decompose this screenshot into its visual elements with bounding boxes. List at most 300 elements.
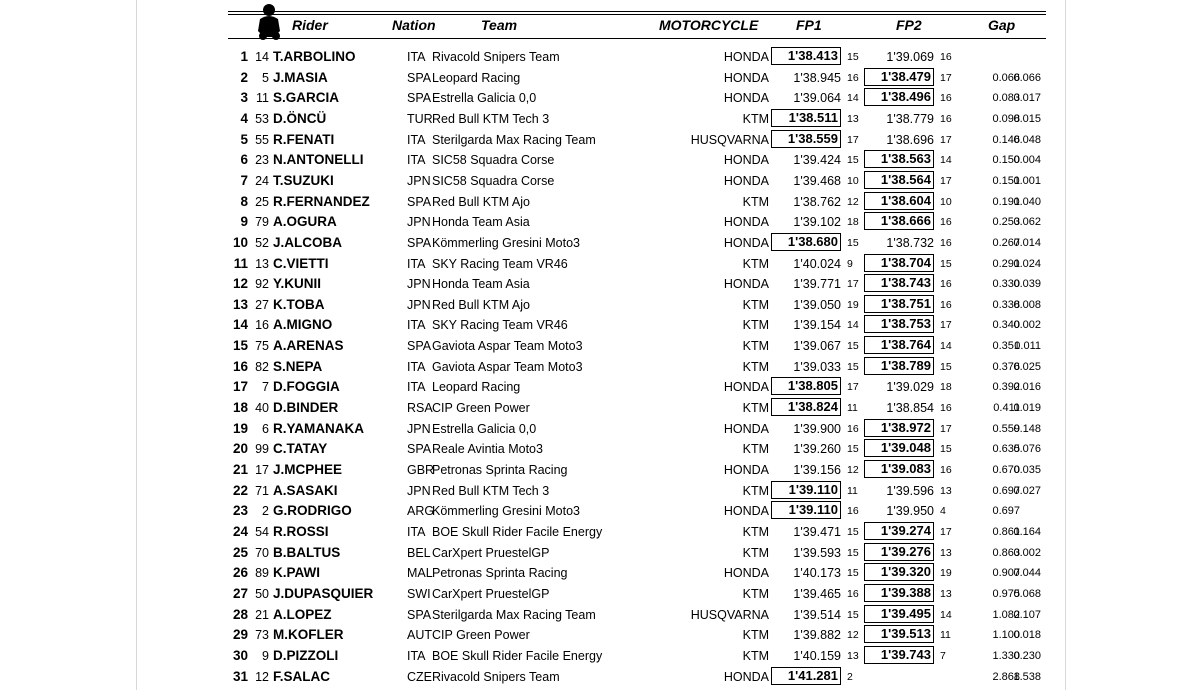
header-rule-bottom — [228, 38, 1046, 39]
fp1-lap: 2 — [847, 670, 853, 683]
rider-number: 11 — [256, 91, 269, 106]
fp1-time: 1'38.511 — [771, 109, 841, 127]
gap-first: 0.392 — [992, 381, 1020, 394]
motorcycle: HONDA — [723, 463, 769, 477]
fp1-lap: 15 — [847, 340, 859, 353]
team-name: Red Bull KTM Ajo — [432, 297, 530, 312]
fp2-lap: 16 — [940, 51, 952, 63]
gap-previous: 0.107 — [1013, 608, 1041, 621]
table-row — [0, 542, 1200, 562]
rider-name: A.MIGNO — [273, 317, 333, 333]
gap-first: 0.635 — [992, 443, 1020, 456]
fp2-time: 1'39.029 — [886, 380, 934, 395]
gap-first: 0.975 — [992, 587, 1020, 600]
fp2-lap: 16 — [940, 112, 952, 125]
rider-number: 82 — [255, 359, 269, 374]
table-row — [0, 46, 1200, 66]
position: 12 — [232, 276, 248, 292]
motorcycle: HUSQVARNA — [690, 607, 769, 622]
rider-number: 24 — [255, 173, 269, 188]
nation: JPN — [407, 483, 431, 498]
table-row — [0, 335, 1200, 355]
position: 10 — [232, 234, 248, 250]
gap-previous: 0.004 — [1013, 154, 1041, 167]
gap-first: 0.376 — [992, 360, 1020, 373]
nation: JPN — [407, 277, 431, 292]
rider-number: 55 — [255, 132, 269, 147]
position: 7 — [240, 172, 248, 188]
rider-name: J.DUPASQUIER — [273, 585, 374, 601]
gap-previous: 0.008 — [1013, 298, 1041, 311]
rider-name: D.PIZZOLI — [273, 647, 339, 663]
fp2-lap: 16 — [940, 278, 952, 291]
fp1-time: 1'40.159 — [793, 648, 841, 663]
gap-previous: 0.018 — [1013, 629, 1041, 642]
rider-number: 50 — [255, 586, 269, 601]
position: 24 — [232, 523, 248, 539]
rider-number: 75 — [255, 339, 269, 354]
fp1-lap: 19 — [847, 298, 859, 311]
fp2-lap: 14 — [940, 340, 952, 353]
fp1-lap: 17 — [847, 381, 859, 394]
header-rule-top — [228, 11, 1046, 12]
motorcycle: KTM — [742, 297, 769, 312]
nation: ITA — [407, 153, 426, 168]
header-team: Team — [481, 17, 518, 33]
fp2-time: 1'38.696 — [886, 132, 934, 147]
rider-name: S.NEPA — [273, 358, 323, 374]
fp1-lap: 15 — [847, 608, 859, 621]
motorcycle: HONDA — [723, 277, 769, 292]
rider-number: 52 — [255, 235, 269, 250]
position: 4 — [240, 110, 248, 126]
fp1-time: 1'38.559 — [771, 130, 841, 148]
fp2-time: 1'38.854 — [886, 401, 934, 416]
team-name: Rivacold Snipers Team — [432, 669, 560, 684]
fp2-time: 1'38.743 — [864, 274, 934, 292]
table-row — [0, 211, 1200, 231]
fp1-lap: 18 — [847, 216, 859, 229]
team-name: Red Bull KTM Tech 3 — [432, 111, 550, 126]
rider-name: T.SUZUKI — [273, 172, 334, 188]
fp2-time: 1'38.789 — [864, 357, 934, 375]
rider-number: 53 — [255, 111, 269, 126]
fp2-lap: 7 — [940, 649, 946, 662]
team-name: CarXpert PruestelGP — [432, 545, 550, 560]
team-name: BOE Skull Rider Facile Energy — [432, 524, 603, 539]
fp1-lap: 15 — [847, 236, 859, 249]
gap-first: 0.697 — [992, 505, 1020, 518]
table-row — [0, 232, 1200, 252]
motorcycle: KTM — [742, 545, 769, 560]
position: 6 — [240, 152, 248, 168]
gap-first: 0.907 — [992, 567, 1020, 580]
team-name: Sterilgarda Max Racing Team — [432, 132, 596, 147]
gap-previous: 1.538 — [1013, 670, 1041, 683]
nation: SPA — [407, 442, 432, 457]
team-name: Petronas Sprinta Racing — [432, 566, 568, 581]
nation: SPA — [407, 70, 432, 85]
gap-previous: 0.048 — [1013, 133, 1041, 146]
rider-number: 79 — [255, 215, 269, 230]
gap-previous: 0.230 — [1013, 649, 1041, 662]
rider-number: 16 — [255, 318, 269, 333]
rider-name: A.LOPEZ — [273, 606, 332, 622]
nation: SPA — [407, 235, 432, 250]
fp1-lap: 10 — [847, 174, 859, 187]
fp1-time: 1'38.762 — [793, 194, 841, 209]
motorcycle: KTM — [742, 524, 769, 539]
position: 30 — [232, 647, 248, 663]
table-row — [0, 418, 1200, 438]
motorcycle: HONDA — [723, 380, 769, 395]
fp1-time: 1'39.882 — [793, 628, 841, 643]
fp1-time: 1'39.050 — [793, 297, 841, 312]
table-row — [0, 273, 1200, 293]
fp1-lap: 11 — [847, 484, 858, 497]
motorcycle: HONDA — [723, 215, 769, 230]
gap-first: 0.330 — [992, 278, 1020, 291]
team-name: CIP Green Power — [432, 401, 530, 416]
nation: GBR — [407, 463, 435, 477]
rider-name: C.VIETTI — [273, 255, 329, 271]
gap-previous: 0.024 — [1013, 257, 1041, 270]
fp2-time: 1'39.320 — [864, 563, 934, 581]
fp2-time: 1'38.604 — [864, 192, 934, 210]
table-row — [0, 253, 1200, 273]
fp1-time: 1'39.471 — [793, 524, 841, 539]
nation: BEL — [407, 545, 431, 560]
fp1-lap: 15 — [847, 51, 859, 63]
fp1-time: 1'39.771 — [793, 277, 841, 292]
fp1-lap: 16 — [847, 505, 859, 518]
fp1-lap: 16 — [847, 587, 859, 600]
position: 11 — [233, 255, 248, 271]
team-name: Estrella Galicia 0,0 — [432, 421, 537, 436]
fp2-lap: 17 — [940, 133, 952, 146]
position: 19 — [232, 420, 248, 436]
fp2-time: 1'39.276 — [864, 543, 934, 561]
position: 25 — [232, 544, 248, 560]
rider-name: G.RODRIGO — [273, 503, 352, 519]
gap-first: 0.697 — [992, 484, 1020, 497]
motorcycle: HONDA — [723, 504, 769, 519]
rider-name: R.ROSSI — [273, 523, 329, 539]
fp1-lap: 13 — [847, 112, 859, 125]
team-name: SIC58 Squadra Corse — [432, 173, 555, 188]
motorcycle: HONDA — [723, 173, 769, 188]
nation: SPA — [407, 194, 432, 209]
rider-name: D.ÖNCÜ — [273, 110, 327, 126]
team-name: CIP Green Power — [432, 628, 530, 643]
fp1-lap: 15 — [847, 154, 859, 167]
rider-number: 27 — [255, 297, 269, 312]
fp1-lap: 11 — [847, 402, 858, 415]
team-name: Leopard Racing — [432, 70, 521, 85]
rider-number: 70 — [255, 545, 269, 560]
gap-previous: 0.015 — [1013, 112, 1041, 125]
fp2-time: 1'38.704 — [864, 254, 934, 272]
table-row — [0, 314, 1200, 334]
rider-number: 12 — [255, 669, 269, 684]
rider-number: 7 — [262, 380, 269, 395]
nation: JPN — [407, 297, 431, 312]
motorcycle: KTM — [742, 359, 769, 374]
rider-number: 89 — [255, 566, 269, 581]
table-row — [0, 170, 1200, 190]
rider-name: J.MASIA — [273, 69, 328, 85]
position: 18 — [232, 400, 248, 416]
nation: SPA — [407, 339, 432, 354]
gap-first: 0.146 — [992, 133, 1020, 146]
rider-name: D.FOGGIA — [273, 379, 340, 395]
fp2-lap: 15 — [940, 257, 952, 270]
rider-name: C.TATAY — [273, 441, 328, 457]
rider-name: R.YAMANAKA — [273, 420, 365, 436]
team-name: Gaviota Aspar Team Moto3 — [432, 339, 583, 354]
position: 8 — [240, 193, 248, 209]
fp2-lap: 13 — [940, 484, 952, 497]
position: 1 — [240, 49, 248, 64]
nation: ARG — [407, 504, 435, 519]
position: 9 — [240, 214, 248, 230]
gap-previous: 0.002 — [1013, 546, 1041, 559]
motorcycle: HUSQVARNA — [690, 132, 769, 147]
team-name: SIC58 Squadra Corse — [432, 153, 555, 168]
position: 21 — [232, 462, 248, 477]
fp1-lap: 15 — [847, 443, 859, 456]
table-row — [0, 294, 1200, 314]
fp2-time: 1'39.388 — [864, 584, 934, 602]
header-gap: Gap — [988, 17, 1016, 33]
rider-name: N.ANTONELLI — [273, 152, 364, 168]
fp1-lap: 15 — [847, 360, 859, 373]
header-motorcycle: MOTORCYCLE — [659, 17, 759, 33]
gap-previous: 0.002 — [1013, 319, 1041, 332]
fp1-time: 1'38.945 — [793, 70, 841, 85]
team-name: CarXpert PruestelGP — [432, 586, 550, 601]
position: 14 — [232, 317, 248, 333]
fp2-lap: 17 — [940, 319, 952, 332]
table-row — [0, 562, 1200, 582]
fp1-time: 1'39.064 — [793, 91, 841, 106]
rider-name: T.ARBOLINO — [273, 49, 356, 64]
gap-previous: 0.001 — [1013, 174, 1041, 187]
position: 22 — [232, 482, 248, 498]
rider-number: 21 — [255, 607, 269, 622]
gap-previous: 0.019 — [1013, 402, 1041, 415]
gap-first: 0.338 — [992, 298, 1020, 311]
gap-first: 0.066 — [992, 71, 1020, 84]
gap-first: 0.340 — [992, 319, 1020, 332]
fp2-lap: 16 — [940, 92, 952, 105]
motorcycle: HONDA — [723, 421, 769, 436]
fp2-time: 1'38.753 — [864, 315, 934, 333]
nation: ITA — [407, 256, 426, 271]
gap-previous: 0.164 — [1013, 525, 1041, 538]
fp1-time: 1'38.680 — [771, 233, 841, 251]
fp2-time: 1'38.779 — [886, 111, 934, 126]
motorcycle: KTM — [742, 442, 769, 457]
position: 23 — [232, 503, 248, 519]
fp1-time: 1'39.260 — [793, 442, 841, 457]
nation: ITA — [407, 648, 426, 663]
fp2-time: 1'39.274 — [864, 522, 934, 540]
position: 2 — [240, 69, 248, 85]
nation: JPN — [407, 421, 431, 436]
rider-number: 25 — [255, 194, 269, 209]
fp1-time: 1'39.424 — [793, 153, 841, 168]
motorcycle: KTM — [742, 318, 769, 333]
rider-name: J.ALCOBA — [273, 234, 343, 250]
team-name: Honda Team Asia — [432, 215, 530, 230]
fp1-lap: 17 — [847, 133, 859, 146]
position: 16 — [232, 358, 248, 374]
fp2-lap: 17 — [940, 422, 952, 435]
gap-previous: 0.027 — [1013, 484, 1041, 497]
fp2-time: 1'38.972 — [864, 419, 934, 437]
fp2-time: 1'39.743 — [864, 646, 934, 664]
fp2-time: 1'38.732 — [886, 235, 934, 250]
fp1-time: 1'39.900 — [793, 421, 841, 436]
table-row — [0, 191, 1200, 211]
rider-number: 92 — [255, 277, 269, 292]
rider-name: J.MCPHEE — [273, 462, 343, 477]
gap-previous: 0.066 — [1013, 71, 1041, 84]
fp1-time: 1'39.465 — [793, 586, 841, 601]
nation: ITA — [407, 50, 426, 64]
motorcycle: HONDA — [723, 70, 769, 85]
nation: SWI — [407, 586, 431, 601]
gap-first: 0.670 — [992, 464, 1020, 476]
gap-previous: 0.068 — [1013, 587, 1041, 600]
fp2-time: 1'38.564 — [864, 171, 934, 189]
fp1-lap: 12 — [847, 629, 859, 642]
gap-first: 1.082 — [992, 608, 1020, 621]
team-name: Honda Team Asia — [432, 277, 530, 292]
fp2-time: 1'39.596 — [886, 483, 934, 498]
header-fp1: FP1 — [796, 17, 822, 33]
nation: JPN — [407, 173, 431, 188]
fp2-time: 1'38.751 — [864, 295, 934, 313]
fp1-time: 1'40.173 — [793, 566, 841, 581]
fp2-time: 1'39.048 — [864, 439, 934, 457]
team-name: SKY Racing Team VR46 — [432, 256, 568, 271]
fp1-lap: 16 — [847, 71, 859, 84]
nation: TUR — [407, 111, 433, 126]
gap-first: 0.291 — [992, 257, 1020, 270]
fp1-lap: 17 — [847, 278, 859, 291]
rider-name: A.SASAKI — [273, 482, 338, 498]
fp2-lap: 11 — [940, 629, 951, 642]
motorcycle: KTM — [742, 628, 769, 643]
motorcycle: HONDA — [723, 669, 769, 684]
fp2-lap: 19 — [940, 567, 952, 580]
fp1-time: 1'39.156 — [793, 463, 841, 477]
table-row — [0, 376, 1200, 396]
gap-first: 0.150 — [992, 154, 1020, 167]
header-rider: Rider — [292, 17, 328, 33]
nation: SPA — [407, 607, 432, 622]
gap-previous: 0.025 — [1013, 360, 1041, 373]
gap-first: 0.351 — [992, 340, 1020, 353]
fp1-time: 1'40.024 — [793, 256, 841, 271]
rider-name: R.FERNANDEZ — [273, 193, 370, 209]
position: 3 — [240, 90, 248, 106]
fp1-time: 1'39.067 — [793, 339, 841, 354]
fp2-time: 1'39.083 — [864, 460, 934, 478]
fp1-lap: 12 — [847, 464, 859, 476]
team-name: Red Bull KTM Tech 3 — [432, 483, 550, 498]
gap-previous: 0.011 — [1014, 340, 1041, 353]
fp1-time: 1'39.514 — [793, 607, 841, 622]
fp2-lap: 10 — [940, 195, 952, 208]
fp2-lap: 16 — [940, 298, 952, 311]
rider-name: A.ARENAS — [273, 338, 344, 354]
team-name: Red Bull KTM Ajo — [432, 194, 530, 209]
motorcycle: KTM — [742, 256, 769, 271]
fp2-time: 1'39.069 — [886, 50, 934, 64]
team-name: Leopard Racing — [432, 380, 521, 395]
fp2-lap: 13 — [940, 587, 952, 600]
fp1-lap: 14 — [847, 319, 859, 332]
fp2-lap: 16 — [940, 464, 952, 476]
fp1-time: 1'39.033 — [793, 359, 841, 374]
position: 15 — [232, 338, 248, 354]
fp1-time: 1'39.154 — [793, 318, 841, 333]
rider-number: 23 — [255, 153, 269, 168]
rider-number: 6 — [262, 421, 269, 436]
fp2-lap: 14 — [940, 608, 952, 621]
team-name: Reale Avintia Moto3 — [432, 442, 543, 457]
fp2-time: 1'38.496 — [864, 88, 934, 106]
position: 26 — [232, 565, 248, 581]
fp2-lap: 15 — [940, 360, 952, 373]
gap-first: 0.559 — [992, 422, 1020, 435]
rider-name: A.OGURA — [273, 214, 337, 230]
table-row — [0, 666, 1200, 686]
nation: ITA — [407, 318, 426, 333]
gap-first: 0.861 — [992, 525, 1020, 538]
gap-first: 2.868 — [992, 670, 1020, 683]
rider-name: B.BALTUS — [273, 544, 341, 560]
table-row — [0, 356, 1200, 376]
gap-previous: 0.148 — [1013, 422, 1041, 435]
gap-first: 0.098 — [992, 112, 1020, 125]
motorcycle: KTM — [742, 111, 769, 126]
rider-number: 71 — [255, 483, 269, 498]
gap-first: 0.863 — [992, 546, 1020, 559]
fp1-time: 1'39.102 — [793, 215, 841, 230]
fp2-time: 1'38.479 — [864, 68, 934, 86]
table-row — [0, 149, 1200, 169]
team-name: Petronas Sprinta Racing — [432, 463, 568, 477]
team-name: Kömmerling Gresini Moto3 — [432, 504, 580, 519]
position: 27 — [232, 585, 248, 601]
fp2-lap: 16 — [940, 236, 952, 249]
team-name: Gaviota Aspar Team Moto3 — [432, 359, 583, 374]
rider-name: Y.KUNII — [273, 276, 322, 292]
rider-number: 17 — [255, 463, 269, 477]
rider-number: 99 — [255, 442, 269, 457]
gap-previous: 0.017 — [1013, 92, 1041, 105]
fp2-time: 1'39.495 — [864, 605, 934, 623]
position: 29 — [232, 627, 248, 643]
rider-name: R.FENATI — [273, 131, 335, 147]
header-nation: Nation — [392, 17, 436, 33]
table-row — [0, 67, 1200, 87]
motorcycle: KTM — [742, 194, 769, 209]
